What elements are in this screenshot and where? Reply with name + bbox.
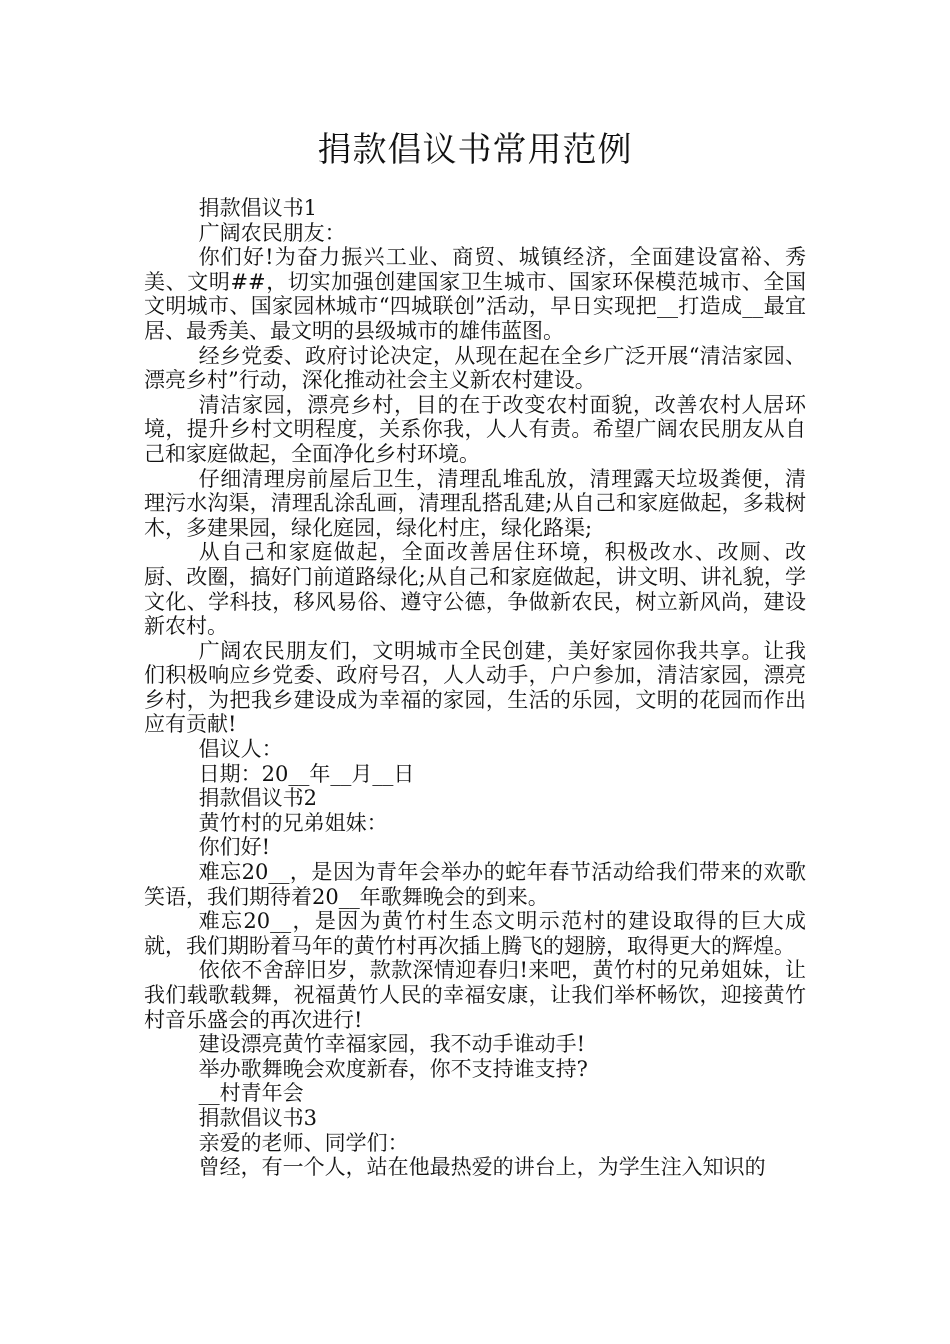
paragraph: 广阔农民朋友们，文明城市全民创建，美好家园你我共享。让我们积极响应乡党委、政府号召，人人动手，户户参加，清洁家园，漂亮乡村，为把我乡建设成为幸福的家园，生活的乐园，文明的花园而作出应有贡献! bbox=[144, 638, 806, 737]
greeting: 你们好! bbox=[198, 835, 271, 860]
document-body bbox=[144, 196, 806, 1180]
document-title: 捐款倡议书常用范例 bbox=[317, 130, 633, 170]
paragraph: 曾经，有一个人，站在他最热爱的讲台上，为学生注入知识的 bbox=[198, 1155, 766, 1180]
paragraph: 仔细清理房前屋后卫生，清理乱堆乱放，清理露天垃圾粪便，清理污水沟渠，清理乱涂乱画，清理乱搭乱建;从自己和家庭做起，多栽树木，多建果园，绿化庭园，绿化村庄，绿化路渠; bbox=[144, 466, 806, 540]
paragraph: 经乡党委、政府讨论决定，从现在起在全乡广泛开展“清洁家园、漂亮乡村”行动，深化推动社会主义新农村建设。 bbox=[144, 343, 806, 393]
slogan-line: 举办歌舞晚会欢度新春，你不支持谁支持? bbox=[198, 1056, 588, 1081]
paragraph: 依依不舍辞旧岁，款款深情迎春归!来吧，黄竹村的兄弟姐妹，让我们载歌载舞，祝福黄竹人民的幸福安康，让我们举杯畅饮，迎接黄竹村音乐盛会的再次进行! bbox=[144, 958, 806, 1032]
signature-line: __村青年会 bbox=[198, 1081, 304, 1106]
salutation: 亲爱的老师、同学们： bbox=[198, 1130, 409, 1155]
section-heading-1: 捐款倡议书1 bbox=[198, 196, 317, 220]
paragraph: 从自己和家庭做起，全面改善居住环境，积极改水、改厕、改厨、改圈，搞好门前道路绿化;从自己和家庭做起，讲文明、讲礼貌，学文化、学科技，移风易俗、遵守公德，争做新农民，树立新风尚，建设新农村。 bbox=[144, 540, 806, 639]
date-line: 日期：20__年__月__日 bbox=[198, 761, 415, 786]
paragraph: 难忘20__，是因为青年会举办的蛇年春节活动给我们带来的欢歌笑语，我们期待着20__年歌舞晚会的到来。 bbox=[144, 860, 806, 909]
paragraph: 清洁家园，漂亮乡村，目的在于改变农村面貌，改善农村人居环境，提升乡村文明程度，关系你我，人人有责。希望广阔农民朋友从自己和家庭做起，全面净化乡村环境。 bbox=[144, 392, 806, 466]
paragraph: 难忘20__，是因为黄竹村生态文明示范村的建设取得的巨大成就，我们期盼着马年的黄竹村再次插上腾飞的翅膀，取得更大的辉煌。 bbox=[144, 909, 806, 958]
salutation: 广阔农民朋友： bbox=[198, 220, 346, 245]
signature-line: 倡议人： bbox=[198, 737, 283, 762]
slogan-line: 建设漂亮黄竹幸福家园，我不动手谁动手! bbox=[198, 1032, 586, 1057]
section-heading-3: 捐款倡议书3 bbox=[198, 1105, 317, 1130]
paragraph: 你们好!为奋力振兴工业、商贸、城镇经济，全面建设富裕、秀美、文明##，切实加强创建国家卫生城市、国家环保模范城市、全国文明城市、国家园林城市“四城联创”活动，早日实现把__打造成__最宜居、最秀美、最文明的县级城市的雄伟蓝图。 bbox=[144, 245, 806, 343]
section-heading-2: 捐款倡议书2 bbox=[198, 786, 317, 811]
salutation: 黄竹村的兄弟姐妹： bbox=[198, 810, 388, 835]
